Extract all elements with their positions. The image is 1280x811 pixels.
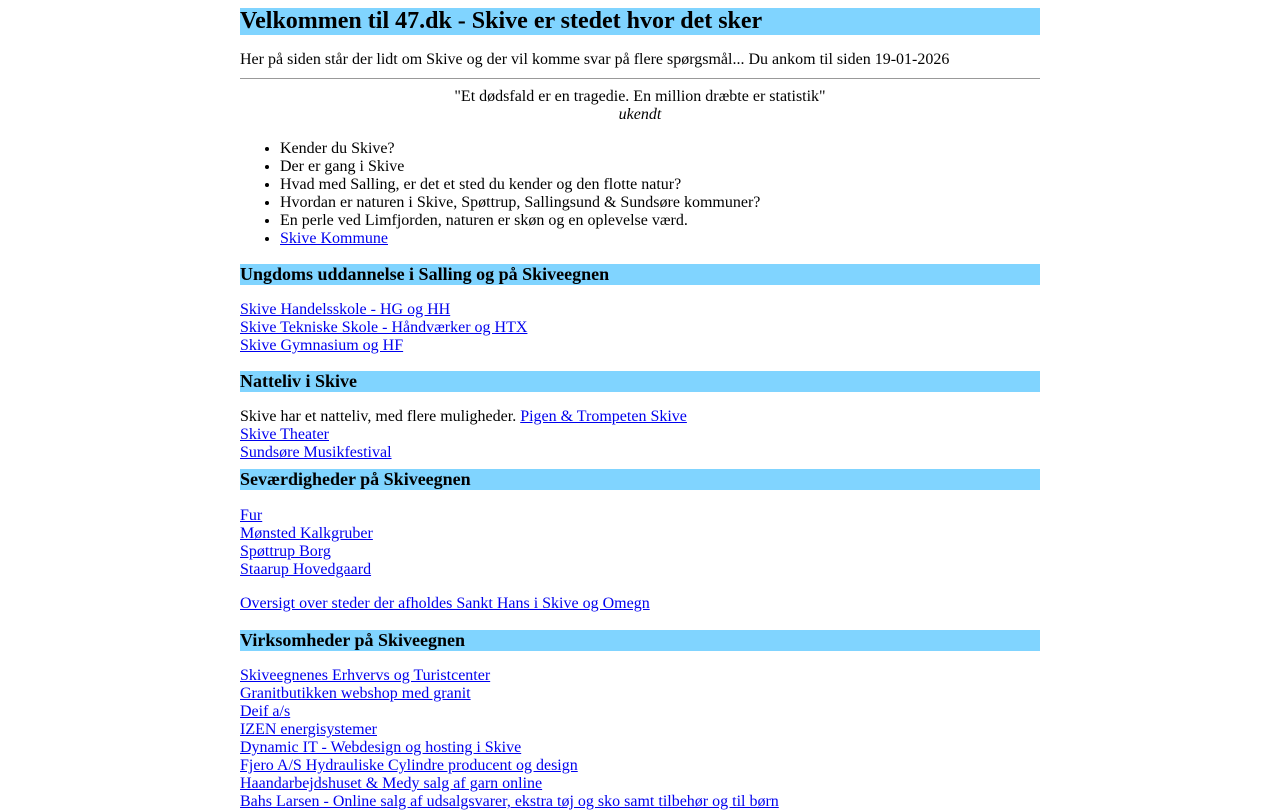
fjero-link[interactable]: Fjero A/S Hydrauliske Cylindre producent og design — [240, 757, 578, 774]
musikfestival-link[interactable]: Sundsøre Musikfestival — [240, 444, 392, 461]
section-heading-natteliv: Natteliv i Skive — [240, 371, 1040, 392]
page-content — [240, 8, 1040, 811]
section-heading-virksomheder: Virksomheder på Skiveegnen — [240, 630, 1040, 651]
handelsskole-link[interactable]: Skive Handelsskole - HG og HH — [240, 301, 451, 318]
sankt-hans-link[interactable]: Oversigt over steder der afholdes Sankt Hans i Skive og Omegn — [240, 595, 650, 612]
section-heading-uddannelse: Ungdoms uddannelse i Salling og på Skiveegnen — [240, 264, 1040, 285]
sankt-hans-block — [240, 595, 1040, 613]
list-item: • Hvordan er naturen i Skive, Spøttrup, Sallingsund & Sundsøre kommuner? — [280, 194, 1040, 212]
list-item — [280, 230, 1040, 248]
izen-link[interactable]: IZEN energisystemer — [240, 721, 377, 738]
staarup-hovedgaard-link[interactable]: Staarup Hovedgaard — [240, 561, 372, 578]
list-item: • Kender du Skive? — [280, 140, 1040, 158]
granitbutikken-link[interactable]: Granitbutikken webshop med granit — [240, 685, 471, 702]
virksomheder-links — [240, 667, 1040, 811]
section-heading-sevaerdigheder: Seværdigheder på Skiveegnen — [240, 469, 1040, 490]
fur-link[interactable]: Fur — [240, 507, 263, 524]
skive-kommune-link[interactable]: Skive Kommune — [280, 230, 388, 247]
intro-list — [240, 140, 1040, 248]
spottrup-borg-link[interactable]: Spøttrup Borg — [240, 543, 331, 560]
tekniske-skole-link[interactable]: Skive Tekniske Skole - Håndværker og HTX — [240, 319, 528, 336]
quote-text: "Et dødsfald er en tragedie. En million dræbte er statistik" — [454, 88, 826, 105]
natteliv-text: Skive har et natteliv, med flere muligheder. — [240, 408, 521, 425]
list-item: • Der er gang i Skive — [280, 158, 1040, 176]
gymnasium-link[interactable]: Skive Gymnasium og HF — [240, 337, 404, 354]
pigen-trompeten-link[interactable]: Pigen & Trompeten Skive — [520, 408, 687, 425]
intro-text: Her på siden står der lidt om Skive og der vil komme svar på flere spørgsmål... Du ankom til siden 19-01-2026 — [240, 51, 950, 68]
page-title: Velkommen til 47.dk - Skive er stedet hvor det sker — [240, 8, 1040, 35]
erhvervs-turistcenter-link[interactable]: Skiveegnenes Erhvervs og Turistcenter — [240, 667, 491, 684]
list-item: • En perle ved Limfjorden, naturen er skøn og en oplevelse værd. — [280, 212, 1040, 230]
natteliv-content — [240, 408, 1040, 462]
bahs-larsen-link[interactable]: Bahs Larsen - Online salg af udsalgsvarer, ekstra tøj og sko samt tilbehør og til børn — [240, 793, 779, 810]
list-item: • Hvad med Salling, er det et sted du kender og den flotte natur? — [280, 176, 1040, 194]
dynamic-it-link[interactable]: Dynamic IT - Webdesign og hosting i Skive — [240, 739, 522, 756]
divider — [240, 78, 1040, 79]
uddannelse-links — [240, 301, 1040, 355]
deif-link[interactable]: Deif a/s — [240, 703, 291, 720]
monsted-kalkgruber-link[interactable]: Mønsted Kalkgruber — [240, 525, 373, 542]
sevaerdigheder-links — [240, 507, 1040, 579]
skive-theater-link[interactable]: Skive Theater — [240, 426, 330, 443]
natteliv-line — [240, 408, 1040, 426]
quote-author: ukendt — [618, 106, 662, 123]
haandarbejdshuset-link[interactable]: Haandarbejdshuset & Medy salg af garn online — [240, 775, 543, 792]
